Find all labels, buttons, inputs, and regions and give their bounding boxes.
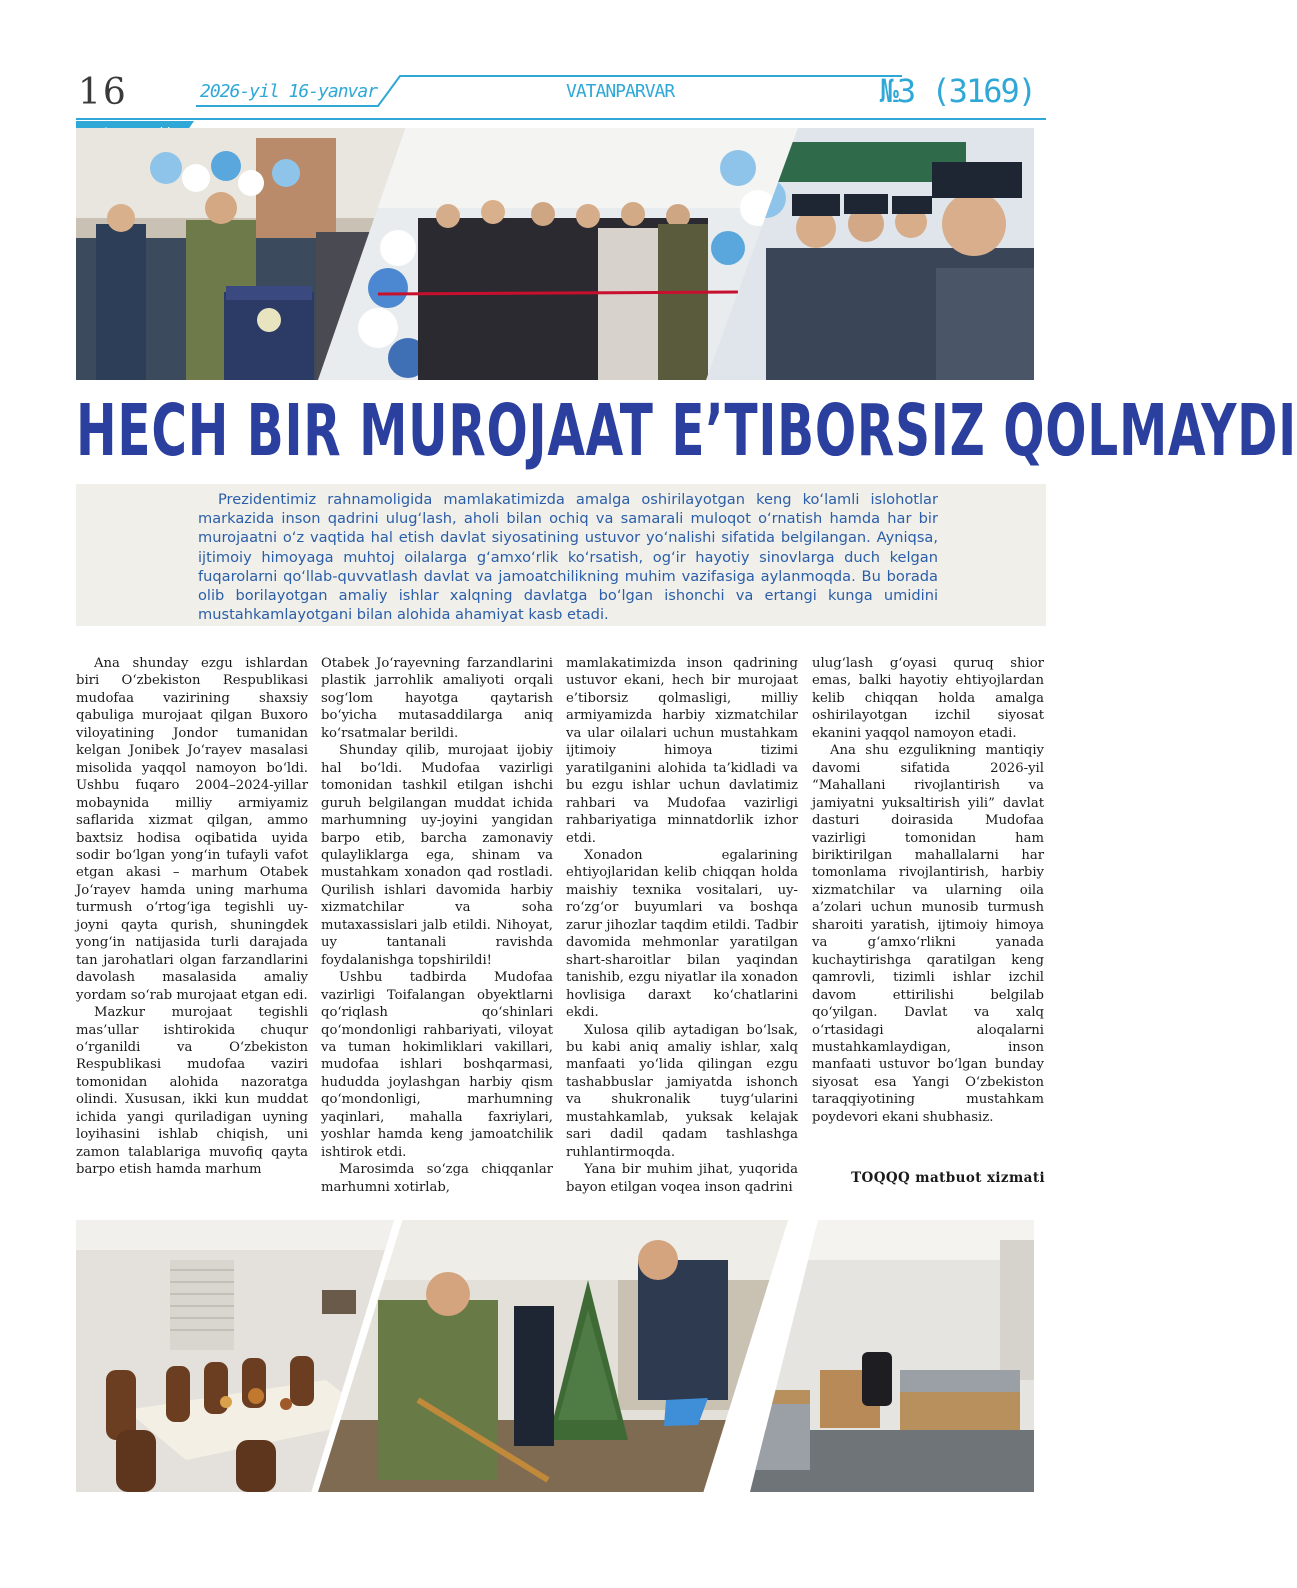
text-column-4 (812, 655, 1044, 1126)
paragraph: Xulosa qilib aytadigan bo‘lsak, bu kabi aniq amaliy ishlar, xalq manfaati yo‘lida qilingan ezgu tashabbuslar jamiyatda ishonch va shukronalik tuyg‘ularini mustahkamlab, yuksak kelajak sari dadil qadam tashlashga ruhlantirmoqda. (566, 1022, 798, 1160)
text-column-3 (566, 655, 798, 1196)
author-signature: TOQQQ matbuot xizmati (851, 1170, 1045, 1186)
text-column-2 (321, 655, 553, 1196)
paragraph: Marosimda so‘zga chiqqanlar marhumni xotirlab, (321, 1162, 553, 1195)
paragraph: Xonadon egalarining ehtiyojlaridan kelib chiqqan holda maishiy texnika vositalari, uy-ro‘zg‘or buyumlari va boshqa zarur jihozlar taqdim etildi. Tadbir davomida mehmonlar yaratilgan shart-sharoitlar bilan yaqindan tanishib, ezgu niyatlar ila xonadon hovlisiga daraxt ko‘chatlarini ekdi. (566, 847, 798, 1021)
issue-number: №3 (3169) (879, 72, 1035, 110)
page-number: 16 (78, 72, 128, 113)
paragraph: Otabek Jo‘rayevning farzandlarini plastik jarrohlik amaliyoti orqali sog‘lom hayotga qaytarish bo‘yicha mutasaddilarga aniq ko‘rsatmalar berildi. (321, 656, 553, 741)
article-headline: HECH BIR MUROJAAT E’TIBORSIZ QOLMAYDI (76, 389, 1297, 472)
photo-bedroom (750, 1220, 1034, 1492)
paragraph: Mazkur murojaat tegishli mas’ullar ishtirokida chuqur o‘rganildi va O‘zbekiston Respublikasi mudofaa vaziri tomonidan alohida nazoratga olindi. Xususan, ikki kun muddat ichida yangi quriladigan uyning loyihasini ishlab chiqish, uni zamon talablariga muvofiq qayta barpo etish hamda marhum (76, 1005, 308, 1178)
lead-box (76, 484, 1046, 626)
paragraph: Ushbu tadbirda Mudofaa vazirligi Toifalangan obyektlarni qo‘riqlash qo‘shinlari qo‘mondonligi rahbariyati, viloyat va tuman hokimliklari vakillari, mudofaa ishlari boshqarmasi, hududda joylashgan harbiy qism qo‘mondonligi, marhumning yaqinlari, mahalla faxriylari, yoshlar hamda keng jamoatchilik ishtirok etdi. (321, 970, 553, 1160)
paragraph: Ana shunday ezgu ishlardan biri O‘zbekiston Respublikasi mudofaa vazirining shaxsiy qabuliga murojaat qilgan Buxoro viloyatining Jondor tumanidan kelgan Jonibek Jo‘rayev masalasi misolida yaqqol namoyon bo‘ldi. Ushbu fuqaro 2004–2024-yillar mobaynida milliy armiyamiz saflarida xizmat qilgan, ammo baxtsiz hodisa oqibatida uyida sodir bo‘lgan yong‘in tufayli vafot etgan akasi – marhum Otabek Jo‘rayev hamda uning marhuma turmush o‘rtog‘iga tegishli uy-joyni qayta qurish, shuningdek yong‘in natijasida turli darajada tan jarohatlari olgan farzandlarini davolash masalasida amaliy yordam so‘rab murojaat etgan edi. (76, 656, 308, 1003)
text-column-1 (76, 655, 308, 1179)
lead-paragraph: Prezidentimiz rahnamoligida mamlakatimizda amalga oshirilayotgan keng ko‘lamli islohotlar markazida inson qadrini ulug‘lash, aholi bilan ochiq va samarali muloqot o‘rnatish hamda har bir murojaatni o‘z vaqtida hal etish davlat siyosatining ustuvor yo‘nalishi sifatida belgilangan. Ayniqsa, ijtimoiy himoyaga muhtoj oilalarga g‘amxo‘rlik ko‘rsatish, og‘ir hayotiy sinovlarga duch kelgan fuqarolarni qo‘llab-quvvatlash davlat va jamoatchilikning muhim vazifasiga aylanmoqda. Bu borada olib borilayotgan amaliy ishlar xalqning davlatga bo‘lgan ishonchi va ertangi kunga umidini mustahkamlayotgani bilan alohida ahamiyat kasb etadi. (198, 491, 938, 624)
issue-date: 2026-yil 16-yanvar (200, 81, 378, 102)
paragraph: Yana bir muhim jihat, yuqorida bayon etilgan voqea inson qadrini (566, 1162, 798, 1195)
paragraph: Ana shu ezgulikning mantiqiy davomi sifatida 2026-yil “Mahallani rivojlantirish va jamiyatni yuksaltirish yili” davlat dasturi doirasida Mudofaa vazirligi tomonidan ham biriktirilgan mahallalarni har tomonlama rivojlantirish, harbiy xizmatchilar va ularning oila a’zolari uchun munosib turmush sharoiti yaratish, ijtimoiy himoya va g‘amxo‘rlikni yanada kuchaytirishga qaratilgan keng qamrovli, tizimli ishlar izchil davom ettirilishi belgilab qo‘yilgan. Davlat va xalq o‘rtasidagi aloqalarni mustahkamlaydigan, inson manfaati ustuvor bo‘lgan bunday siyosat esa Yangi O‘zbekiston taraqqiyotining mustahkam poydevori ekani shubhasiz. (812, 743, 1044, 1125)
newspaper-name: VATANPARVAR (566, 81, 675, 102)
paragraph: ulug‘lash g‘oyasi quruq shior emas, balki hayotiy ehtiyojlardan kelib chiqqan holda amalga oshirilayotgan izchil siyosat ekanini yaqqol namoyon etadi. (812, 656, 1044, 741)
paragraph: mamlakatimizda inson qadrining ustuvor ekani, hech bir murojaat e’tiborsiz qolmasligi, milliy armiyamizda harbiy xizmatchilar va ular oilalari uchun mustahkam ijtimoiy himoya tizimi yaratilganini alohida ta’kidladi va bu ezgu ishlar uchun davlatimiz rahbari va Mudofaa vazirligi rahbariyatiga minnatdorlik izhor etdi. (566, 656, 798, 846)
paragraph: Shunday qilib, murojaat ijobiy hal bo‘ldi. Mudofaa vazirligi tomonidan tashkil etilgan ishchi guruh belgilangan muddat ichida marhumning uy-joyini yangidan barpo etib, barcha zamonaviy qulayliklarga ega, shinam va mustahkam xonadon qad rostladi. Qurilish ishlari davomida harbiy xizmatchilar va soha mutaxassislari jalb etildi. Nihoyat, uy tantanali ravishda foydalanishga topshirildi! (321, 743, 553, 968)
photo-tree-planting (318, 1220, 788, 1492)
